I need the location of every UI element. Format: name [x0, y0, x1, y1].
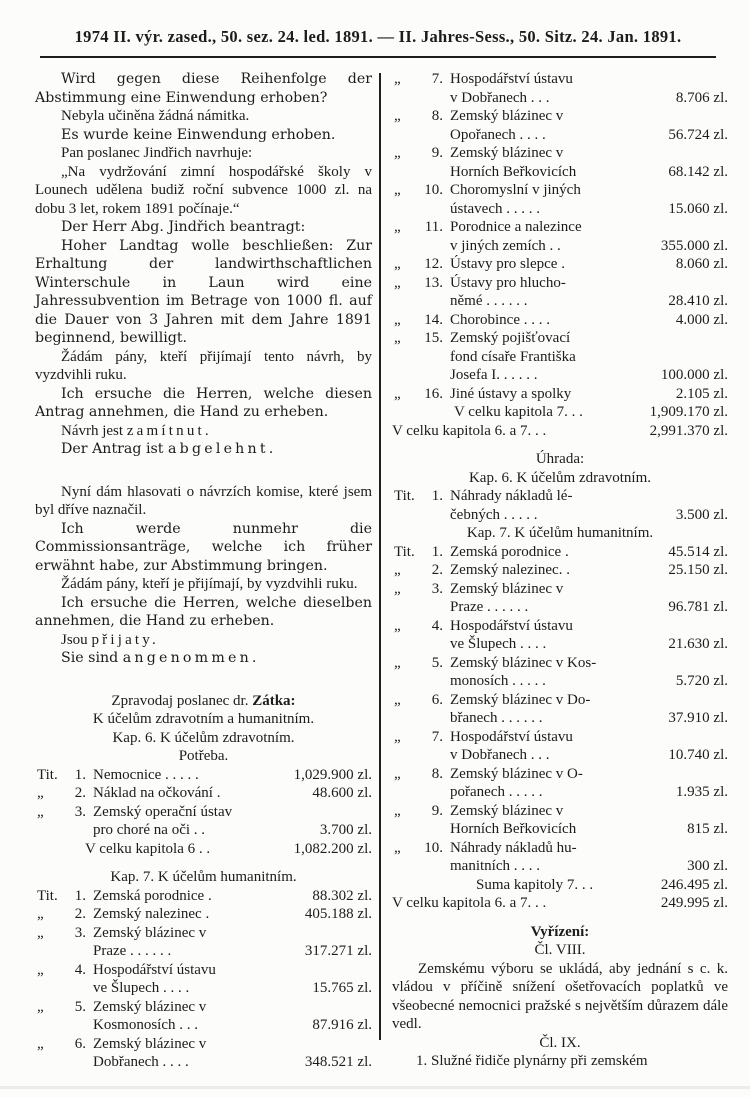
row-label-line: monosích . . . . . [450, 673, 546, 689]
row-number: 2. [431, 562, 443, 578]
row-amount: 56.724 zl. [668, 126, 728, 143]
header-text: 1974 II. výr. zased., 50. sez. 24. led. 1891. — II. Jahres-Sess., 50. Sitz. 24. Jan. 1891. [74, 27, 682, 46]
budget-row [392, 274, 728, 311]
row-label [450, 543, 668, 562]
paragraph-german: Hoher Landtag wolle beschließen: Zur Erhaltung der landwirthschaftlichen Winterschule in Laun wird eine Jahressubvention im Betrage von 1000 fl. auf die Dauer von 3 Jahren mit dem Jahre 1891 beginnend, bewilligt. [35, 237, 372, 346]
row-number: 5. [74, 998, 86, 1015]
row-label [450, 617, 668, 654]
row-number: 6. [431, 691, 443, 708]
clause-viii-text: Zemskému výboru se ukládá, aby jednání s c. k. vládou v příčině snížení ošetřovacích poplatků ve všeobecné nemocnici pražské s největším důrazem dále vedl. [392, 960, 728, 1032]
row-prefix: „ [394, 765, 401, 782]
row-label [450, 654, 676, 691]
reporter-name: Zátka: [252, 692, 296, 709]
row-prefix: Tit. [394, 488, 415, 504]
row-amount: 28.410 zl. [668, 293, 728, 309]
budget-row [35, 784, 372, 803]
row-label-line: pro choré na oči . . [93, 822, 206, 838]
row-number: 1. [74, 887, 86, 904]
column-divider [379, 73, 381, 1040]
row-prefix: „ [394, 330, 401, 346]
row-amount: 45.514 zl. [668, 543, 728, 560]
row-amount: 88.302 zl. [312, 887, 372, 904]
row-amount: 3.500 zl. [675, 506, 728, 523]
row-label-line: Zemský blázinec v [450, 108, 564, 124]
row-label-line: ústavech . . . . . [450, 200, 540, 217]
budget-row [35, 905, 372, 924]
row-prefix: „ [394, 145, 401, 161]
row-label [450, 487, 676, 524]
row-amount: 2.105 zl. [675, 385, 728, 402]
row-number: 3. [431, 580, 443, 597]
row-label-line: čebných . . . . . [450, 506, 538, 523]
row-label-line: Zemský blázinec v [450, 145, 564, 161]
budget-row [392, 765, 728, 802]
row-number: 10. [424, 182, 443, 198]
budget-row [392, 144, 728, 181]
row-label-line: Hospodářství ústavu [93, 961, 216, 978]
row-label-line: Opořanech . . . . [450, 126, 546, 143]
kap7-heading: Kap. 7. K účelům humanitním. [110, 869, 297, 885]
paragraph-czech: Nyní dám hlasovati o návrzích komise, které jsem byl dříve naznačil. [35, 483, 372, 518]
budget-row [392, 728, 728, 765]
row-label-line: Choromyslní v jiných [450, 182, 581, 198]
total-label: V celku kapitola 6 . . [85, 840, 211, 857]
kap7-total-row [392, 403, 728, 422]
row-label [450, 561, 668, 580]
row-label-line: Zemský pojišťovací [450, 330, 571, 346]
section-gap [392, 913, 728, 923]
row-label-line: Hospodářství ústavu [450, 617, 573, 634]
row-label [450, 107, 668, 144]
right-column [392, 70, 728, 1071]
row-label [450, 385, 676, 404]
row-prefix: „ [37, 1035, 44, 1052]
section-gap [35, 668, 372, 692]
row-prefix: „ [394, 691, 401, 708]
row-number: 9. [431, 802, 443, 819]
row-label-line: Ústavy pro slepce . [450, 256, 565, 272]
budget-row [392, 561, 728, 580]
scope-heading: K účelům zdravotním a humanitním. [92, 711, 315, 727]
budget-row [35, 803, 372, 840]
vote-result-czech [35, 631, 372, 650]
header-rule [40, 56, 716, 58]
row-amount: 355.000 zl. [660, 237, 728, 254]
row-prefix: „ [394, 311, 401, 328]
kap6-table [35, 766, 372, 840]
row-amount: 4.000 zl. [675, 311, 728, 328]
budget-row [392, 839, 728, 876]
row-prefix: „ [394, 654, 401, 671]
row-label [450, 144, 668, 181]
budget-row [392, 617, 728, 654]
row-label-line: v Dobřanech . . . [450, 747, 550, 763]
row-amount: 87.916 zl. [312, 1017, 372, 1033]
row-number: 3. [74, 803, 86, 820]
row-label-line: Náhrady nákladů hu- [450, 839, 577, 856]
budget-row [392, 580, 728, 617]
row-amount: 815 zl. [687, 821, 728, 837]
row-prefix: „ [394, 802, 401, 819]
total-amount: 249.995 zl. [660, 895, 728, 911]
row-number: 1. [431, 488, 443, 504]
vyrizeni-heading: Vyřízení: [530, 923, 590, 940]
row-label-line: fond císaře Františka [450, 348, 576, 365]
row-prefix: „ [394, 580, 401, 597]
reporter-lead: Zpravodaj poslanec dr. [111, 692, 253, 709]
row-label-line: Zemská porodnice . [93, 887, 212, 904]
row-number: 4. [431, 617, 443, 634]
row-number: 1. [74, 766, 86, 783]
paragraph-czech: Pan poslanec Jindřich navrhuje: [61, 145, 253, 161]
section-gap [35, 858, 372, 868]
row-label-line: Dobřanech . . . . [93, 1054, 189, 1070]
row-label [450, 802, 687, 839]
result-lead: Jsou [61, 631, 92, 648]
row-number: 10. [424, 839, 443, 856]
row-label [450, 274, 668, 311]
paragraph-german: Wird gegen diese Reihenfolge der Abstimmung eine Einwendung erhoben? [35, 71, 372, 106]
row-number: 8. [431, 765, 443, 782]
row-prefix: „ [37, 998, 44, 1015]
row-label-line: Horních Beřkovicích [450, 163, 577, 180]
row-label-line: Náklad na očkování . [93, 785, 221, 801]
budget-row [35, 961, 372, 998]
paragraph-czech: „Na vydržování zimní hospodářské školy v Lounech udělena budiž roční subvence 1000 zl. na dobu 3 let, rokem 1891 počínaje.“ [35, 163, 372, 217]
row-prefix: „ [394, 617, 401, 634]
row-amount: 8.060 zl. [675, 256, 728, 272]
total-label: V celku kapitola 6. a 7. . . [392, 422, 547, 439]
budget-row [392, 107, 728, 144]
section-gap [392, 440, 728, 450]
total-amount: 2,991.370 zl. [649, 422, 728, 439]
potreba-heading: Potřeba. [178, 748, 229, 764]
row-label-line: Josefa I. . . . . . [450, 367, 538, 383]
row-number: 13. [424, 274, 443, 291]
result-emphasis: zamítnut. [126, 422, 212, 439]
row-amount: 8.706 zl. [675, 89, 728, 106]
row-label [450, 329, 661, 385]
budget-row [392, 654, 728, 691]
left-column [35, 70, 372, 1072]
row-label [450, 765, 676, 802]
row-label [450, 691, 668, 728]
paragraph-german: Es wurde keine Einwendung erhoben. [61, 126, 336, 143]
row-prefix: „ [394, 219, 401, 235]
budget-row [392, 691, 728, 728]
budget-row [392, 385, 728, 404]
row-label [93, 784, 312, 803]
row-amount: 5.720 zl. [675, 673, 728, 689]
row-number: 5. [431, 654, 443, 671]
clause-ix-heading: Čl. IX. [539, 1034, 581, 1051]
row-label [93, 1035, 305, 1072]
vote-result-czech [35, 422, 372, 441]
row-label [93, 961, 312, 998]
budget-row [392, 543, 728, 562]
row-label-line: Zemský operační ústav [93, 803, 233, 820]
row-label [93, 924, 305, 961]
row-label-line: Zemský blázinec v Kos- [450, 654, 597, 671]
row-label [93, 803, 320, 840]
row-label [93, 766, 294, 785]
paragraph-german: Ich ersuche die Herren, welche dieselben annehmen, die Hand zu erheben. [35, 594, 372, 629]
row-label [450, 311, 676, 330]
row-label-line: v jiných zemích . . [450, 237, 561, 254]
row-prefix: „ [394, 256, 401, 272]
row-label-line: Praze . . . . . . [450, 599, 529, 615]
paragraph-german: Der Herr Abg. Jindřich beantragt: [61, 219, 306, 235]
row-number: 9. [431, 145, 443, 161]
row-amount: 37.910 zl. [668, 710, 728, 726]
result-lead: Návrh jest [61, 422, 127, 439]
row-label-line: Zemský nalezinec . [93, 906, 210, 922]
row-number: 8. [431, 108, 443, 124]
kap7-table-left [35, 887, 372, 1072]
row-amount: 96.781 zl. [668, 599, 728, 615]
row-number: 11. [424, 219, 443, 235]
row-prefix: „ [394, 839, 401, 856]
row-number: 1. [431, 543, 443, 560]
row-number: 12. [424, 256, 443, 272]
section-gap [35, 459, 372, 483]
row-amount: 100.000 zl. [660, 367, 728, 383]
result-emphasis: přijaty. [91, 631, 159, 648]
kap6-total-row [35, 840, 372, 859]
page-header [40, 27, 716, 47]
row-label-line: Hospodářství ústavu [450, 728, 573, 745]
budget-row [35, 887, 372, 906]
row-amount: 405.188 zl. [304, 906, 372, 922]
row-label-line: břanech . . . . . . [450, 710, 543, 726]
uhrada-kap6-heading: Kap. 6. K účelům zdravotním. [468, 469, 652, 486]
total-label: V celku kapitola 7. . . [454, 404, 583, 420]
row-amount: 21.630 zl. [668, 636, 728, 652]
row-amount: 48.600 zl. [312, 785, 372, 801]
row-amount: 3.700 zl. [319, 822, 372, 838]
row-label-line: Chorobince . . . . [450, 311, 550, 328]
paragraph-german: Ich ersuche die Herren, welche diesen Antrag annehmen, die Hand zu erheben. [35, 385, 372, 420]
row-label [450, 580, 668, 617]
vote-result-german [35, 440, 372, 459]
row-label-line: Zemský nalezinec. . [450, 562, 570, 578]
row-prefix: „ [37, 803, 44, 820]
row-amount: 25.150 zl. [668, 562, 728, 578]
row-label-line: Zemský blázinec v [450, 802, 564, 819]
row-prefix: „ [37, 924, 44, 941]
total-label: V celku kapitola 6. a 7. . . [392, 895, 547, 911]
result-lead: Der Antrag ist [61, 441, 169, 457]
paragraph-czech: Žádám pány, kteří je přijímají, by vyzdvihli ruku. [61, 576, 358, 592]
row-label-line: Horních Beřkovicích [450, 821, 577, 837]
uhrada-heading: Úhrada: [535, 451, 585, 467]
row-number: 2. [74, 785, 86, 801]
row-label-line: Zemský blázinec v O- [450, 765, 583, 782]
total-label: Suma kapitoly 7. . . [476, 876, 594, 893]
row-label-line: ve Šlupech . . . . [450, 636, 547, 652]
paragraph-czech: Nebyla učiněna žádná námitka. [61, 108, 250, 124]
row-amount: 10.740 zl. [668, 747, 728, 763]
row-prefix: „ [394, 182, 401, 198]
row-label-line: Jiné ústavy a spolky [450, 385, 572, 402]
row-label [93, 887, 312, 906]
budget-row [392, 70, 728, 107]
row-amount: 68.142 zl. [668, 163, 728, 180]
row-number: 6. [74, 1035, 86, 1052]
row-prefix: „ [37, 785, 44, 801]
kap7-table-right [392, 70, 728, 403]
result-emphasis: angenommen. [122, 650, 260, 666]
clause-viii-heading: Čl. VIII. [534, 942, 586, 958]
row-prefix: „ [394, 385, 401, 402]
budget-row [392, 218, 728, 255]
row-number: 7. [431, 71, 443, 87]
row-label [450, 70, 676, 107]
row-label-line: Náhrady nákladů lé- [450, 488, 573, 504]
row-number: 4. [74, 961, 86, 978]
total-amount: 1,082.200 zl. [293, 840, 372, 857]
row-amount: 348.521 zl. [304, 1054, 372, 1070]
row-label-line: Zemský blázinec v [93, 1035, 207, 1052]
paragraph-german: Ich werde nunmehr die Commissionsanträge, welche ich früher erwähnt habe, zur Abstimmung bringen. [35, 520, 372, 574]
row-label-line: Nemocnice . . . . . [93, 766, 199, 783]
uhrada-total-row [392, 894, 728, 913]
row-number: 14. [424, 311, 443, 328]
vote-result-german [35, 649, 372, 668]
budget-row [392, 487, 728, 524]
result-lead: Sie sind [61, 650, 123, 666]
row-amount: 317.271 zl. [304, 943, 372, 959]
budget-row [35, 998, 372, 1035]
row-prefix: „ [37, 961, 44, 978]
row-number: 3. [74, 924, 86, 941]
total-amount: 1,909.170 zl. [649, 404, 728, 420]
budget-row [392, 802, 728, 839]
row-amount: 15.060 zl. [668, 200, 728, 217]
row-number: 7. [431, 728, 443, 745]
row-label-line: Zemská porodnice . [450, 543, 569, 560]
budget-row [392, 329, 728, 385]
row-label-line: Zemský blázinec v [450, 580, 564, 597]
uhrada-kap6-table [392, 487, 728, 524]
row-prefix: Tit. [37, 766, 58, 783]
row-prefix: „ [37, 906, 44, 922]
kap6-heading: Kap. 6. K účelům zdravotním. [112, 729, 295, 746]
row-amount: 300 zl. [687, 858, 728, 874]
row-label-line: Zemský blázinec v [93, 998, 207, 1015]
row-number: 2. [74, 906, 86, 922]
row-label [450, 728, 668, 765]
row-label-line: Praze . . . . . . [93, 943, 172, 959]
row-label-line: Ústavy pro hlucho- [450, 274, 566, 291]
row-prefix: Tit. [37, 887, 58, 904]
row-label [450, 255, 676, 274]
row-prefix: „ [394, 71, 401, 87]
row-amount: 15.765 zl. [312, 980, 372, 996]
row-number: 16. [424, 385, 443, 402]
row-label-line: Kosmonosích . . . [93, 1017, 198, 1033]
row-label [93, 998, 312, 1035]
paragraph-czech: Žádám pány, kteří přijímají tento návrh, by vyzdvihli ruku. [35, 348, 372, 383]
row-prefix: „ [394, 728, 401, 745]
row-label-line: Hospodářství ústavu [450, 71, 573, 87]
row-label-line: Zemský blázinec v [93, 924, 207, 941]
row-label-line: němé . . . . . . [450, 293, 528, 309]
row-amount: 1,029.900 zl. [293, 766, 372, 783]
row-prefix: „ [394, 562, 401, 578]
row-label [93, 905, 305, 924]
row-label [450, 839, 687, 876]
row-label-line: pořanech . . . . . [450, 784, 543, 800]
row-label [450, 181, 668, 218]
budget-row [35, 1035, 372, 1072]
reporter-heading [35, 692, 372, 711]
kap67-total-row [392, 422, 728, 441]
uhrada-suma-row [392, 876, 728, 895]
scan-artifact [0, 1086, 750, 1089]
budget-row [392, 311, 728, 330]
row-prefix: „ [394, 274, 401, 291]
row-prefix: „ [394, 108, 401, 124]
clause-ix-text: 1. Služné řidiče plynárny při zemském [416, 1053, 648, 1069]
total-amount: 246.495 zl. [660, 876, 728, 893]
row-label-line: ve Šlupech . . . . [93, 980, 190, 996]
row-label-line: v Dobřanech . . . [450, 89, 550, 106]
row-number: 15. [424, 330, 443, 346]
uhrada-kap7-table [392, 543, 728, 876]
budget-row [35, 766, 372, 785]
budget-row [392, 255, 728, 274]
budget-row [392, 181, 728, 218]
row-label [450, 218, 661, 255]
row-amount: 1.935 zl. [675, 784, 728, 800]
budget-row [35, 924, 372, 961]
uhrada-kap7-heading: Kap. 7. K účelům humanitním. [466, 525, 654, 541]
row-label-line: Zemský blázinec v Do- [450, 691, 591, 708]
row-label-line: Porodnice a nalezince [450, 219, 582, 235]
result-emphasis: abgelehnt. [168, 441, 277, 457]
row-label-line: manitních . . . . [450, 858, 540, 874]
row-prefix: Tit. [394, 543, 415, 560]
